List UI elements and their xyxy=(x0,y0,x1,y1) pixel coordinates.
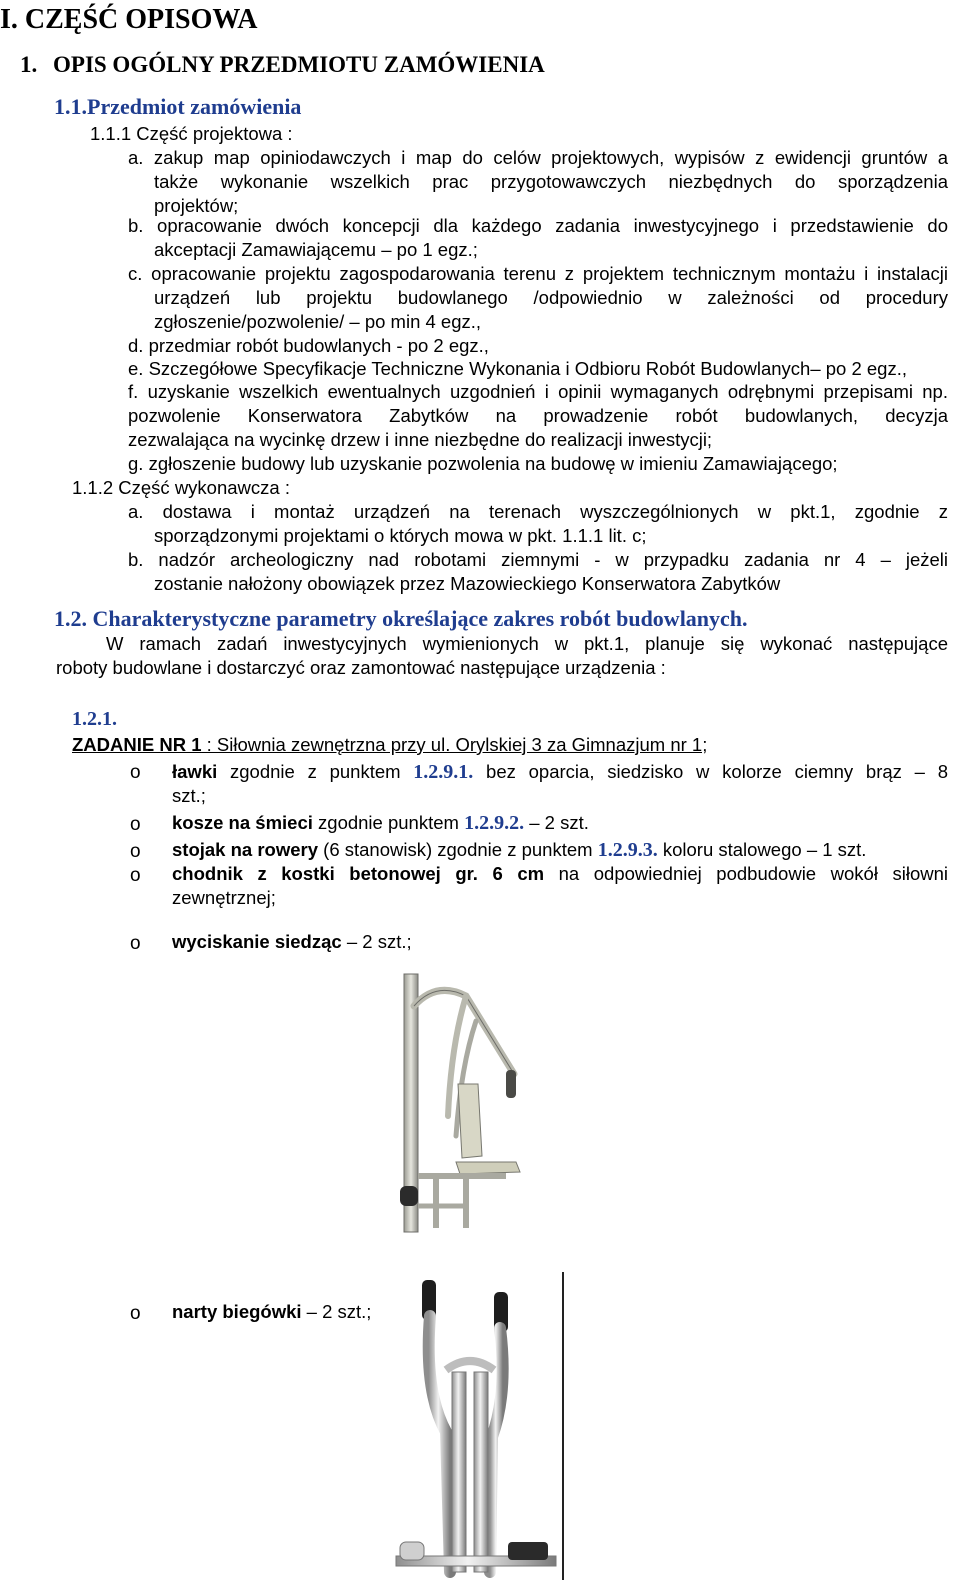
bullet-benches-post: bez oparcia, siedzisko w kolorze ciemny brąz – 8 xyxy=(473,761,948,782)
task-1-description: : Siłownia zewnętrzna przy ul. Orylskiej 3 za Gimnazjum nr 1; xyxy=(201,734,708,755)
task-1-line xyxy=(72,733,707,757)
bullet-seated-press xyxy=(172,930,412,954)
bullet-bike-rack xyxy=(172,838,866,862)
item-g: g. zgłoszenie budowy lub uzyskanie pozwolenia na budowę w imieniu Zamawiającego; xyxy=(128,453,838,474)
bullet-benches xyxy=(172,760,948,784)
bullet-benches-line2: szt.; xyxy=(172,785,206,806)
bullet-bike-rack-bold: stojak na rowery xyxy=(172,839,319,860)
bullet-ski-machine xyxy=(172,1300,371,1324)
bullet-marker-1: o xyxy=(130,762,141,783)
item-e: e. Szczegółowe Specyfikacje Techniczne Wykonania i Odbioru Robót Budowlanych– po 2 egz., xyxy=(128,358,907,379)
item-a-line2: także wykonanie wszelkich prac przygotowawczych niezbędnych do sporządzenia xyxy=(154,171,948,192)
item-a-line1: a. zakup map opiniodawczych i map do celów projektowych, wypisów z ewidencji gruntów a xyxy=(128,147,948,168)
item-b-line1: b. opracowanie dwóch koncepcji dla każdego zadania inwestycyjnego i przedstawienie do xyxy=(128,215,948,236)
bullet-pavement-bold: chodnik z kostki betonowej gr. 6 cm xyxy=(172,863,545,884)
item-f-line2: pozwolenie Konserwatora Zabytków na prowadzenie robót budowlanych, decyzja xyxy=(128,405,948,426)
ski-machine-image xyxy=(388,1272,568,1580)
bullet-seated-press-post: – 2 szt.; xyxy=(341,931,412,952)
item-f-line3: zezwalająca na wycinkę drzew i inne niezbędne do realizacji inwestycji; xyxy=(128,429,713,450)
item-f-line1: f. uzyskanie wszelkich ewentualnych uzgodnień i opinii wymaganych odrębnymi przepisami np. xyxy=(128,381,948,402)
part-1-1-1-heading: 1.1.1 Część projektowa : xyxy=(90,123,293,144)
bullet-bike-rack-ref: 1.2.9.3. xyxy=(597,839,658,861)
part-1-1-2-heading: 1.1.2 Część wykonawcza : xyxy=(72,477,290,498)
bullet-benches-pre: zgodnie z punktem xyxy=(217,761,414,782)
bullet-bike-rack-post: koloru stalowego – 1 szt. xyxy=(657,839,867,860)
bullet-bins-pre: zgodnie punktem xyxy=(312,812,465,833)
item-b-line2: akceptacji Zamawiającemu – po 1 egz.; xyxy=(154,239,478,260)
section-1-heading xyxy=(20,52,545,78)
bullet-bike-rack-pre: (6 stanowisk) zgodnie z punktem xyxy=(318,839,598,860)
bullet-marker-6: o xyxy=(130,1303,141,1324)
bullet-bins-ref: 1.2.9.2. xyxy=(464,812,525,834)
section-1-title: OPIS OGÓLNY PRZEDMIOTU ZAMÓWIENIA xyxy=(53,52,545,77)
item-c-line2: urządzeń lub projektu budowlanego /odpowiednio w zależności od procedury xyxy=(154,287,948,308)
bullet-bins-post: – 2 szt. xyxy=(524,812,589,833)
exec-item-b-line2: zostanie nałożony obowiązek przez Mazowieckiego Konserwatora Zabytków xyxy=(154,573,781,594)
task-1-label: ZADANIE NR 1 xyxy=(72,734,202,755)
bullet-marker-2: o xyxy=(130,814,141,835)
bullet-pavement xyxy=(172,862,948,886)
bullet-bins-bold: kosze na śmieci xyxy=(172,812,313,833)
item-c-line3: zgłoszenie/pozwolenie/ – po min 4 egz., xyxy=(154,311,482,332)
section-1-2-1-number: 1.2.1. xyxy=(72,708,117,730)
item-a-line3: projektów; xyxy=(154,195,239,216)
bullet-ski-machine-bold: narty biegówki xyxy=(172,1301,302,1322)
document-title: I. CZĘŚĆ OPISOWA xyxy=(0,4,258,35)
exec-item-b-line1: b. nadzór archeologiczny nad robotami ziemnymi - w przypadku zadania nr 4 – jeżeli xyxy=(128,549,948,570)
exec-item-a-line1: a. dostawa i montaż urządzeń na terenach wyszczególnionych w pkt.1, zgodnie z xyxy=(128,501,948,522)
bullet-bins xyxy=(172,811,589,835)
seated-press-machine-image xyxy=(396,966,532,1234)
exec-item-a-line2: sporządzonymi projektami o których mowa w pkt. 1.1.1 lit. c; xyxy=(154,525,647,546)
item-c-line1: c. opracowanie projektu zagospodarowania terenu z projektem technicznym montażu i instalacji xyxy=(128,263,948,284)
bullet-pavement-post: na odpowiedniej podbudowie wokół siłowni xyxy=(544,863,949,884)
section-1-2-intro-line2: roboty budowlane i dostarczyć oraz zamontować następujące urządzenia : xyxy=(56,657,666,678)
section-1-1-heading: 1.1.Przedmiot zamówienia xyxy=(54,94,302,119)
section-1-number: 1. xyxy=(20,52,38,77)
bullet-marker-4: o xyxy=(130,865,141,886)
bullet-marker-3: o xyxy=(130,841,141,862)
bullet-pavement-line2: zewnętrznej; xyxy=(172,887,276,908)
bullet-benches-bold: ławki xyxy=(172,761,218,782)
bullet-seated-press-bold: wyciskanie siedząc xyxy=(172,931,342,952)
item-d: d. przedmiar robót budowlanych - po 2 egz., xyxy=(128,335,489,356)
bullet-ski-machine-post: – 2 szt.; xyxy=(301,1301,372,1322)
section-1-2-heading: 1.2. Charakterystyczne parametry określające zakres robót budowlanych. xyxy=(54,606,748,631)
bullet-marker-5: o xyxy=(130,933,141,954)
section-1-2-intro-line1: W ramach zadań inwestycyjnych wymienionych w pkt.1, planuje się wykonać następujące xyxy=(106,633,948,654)
bullet-benches-ref: 1.2.9.1. xyxy=(413,761,474,783)
